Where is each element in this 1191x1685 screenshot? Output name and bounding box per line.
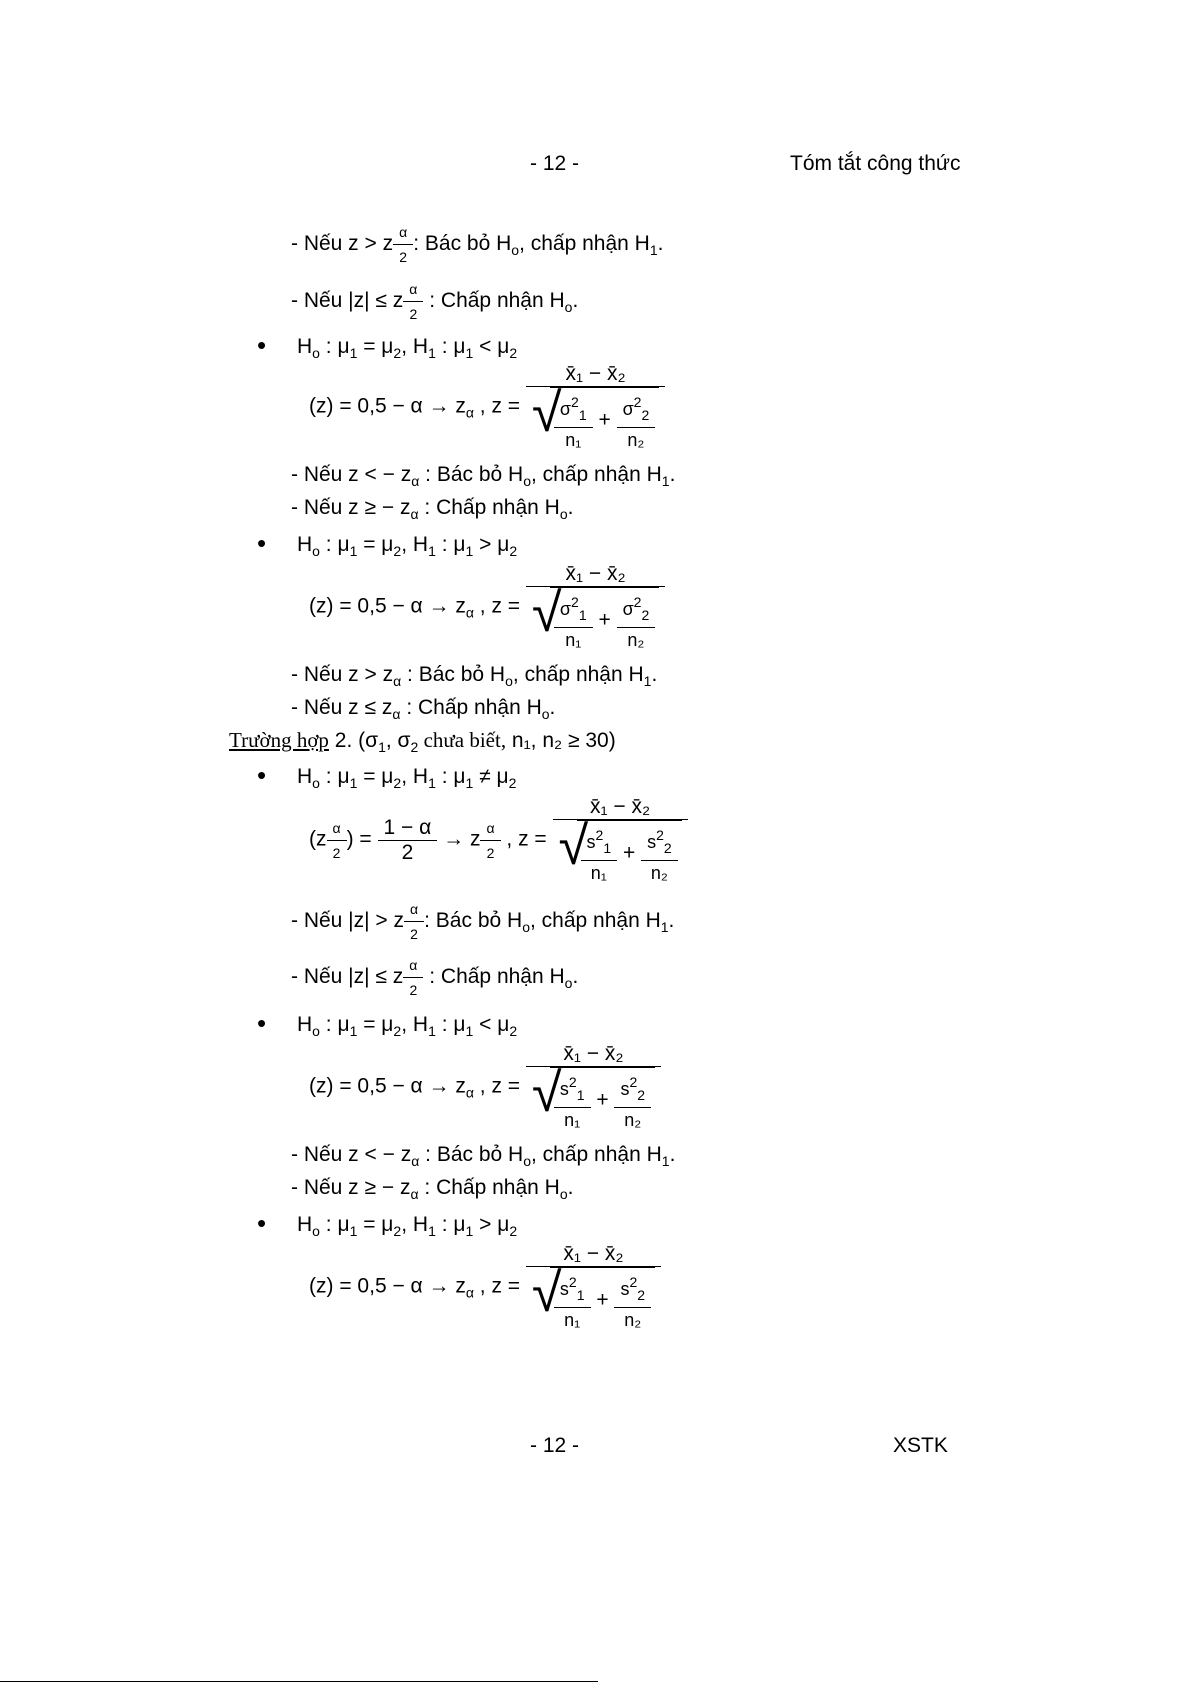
formula-z-sigma-1: $(z) = 0,5 - \alpha \to z_\alpha$ , z = x̄₁ − x̄₂ √ $\frac{\sigma^2_1}{\text{n₁}}$ + $\frac{\sigma^2_2}{\text{n₂}}$	[309, 362, 665, 452]
bullet-icon: •	[257, 330, 267, 360]
rule-reject-two-sided-2: - Nếu |z| > z $\frac{\alpha}{2}$ : Bác bỏ $H_o$, chấp nhận $H_1$.	[291, 897, 674, 946]
bullet-icon: •	[257, 528, 267, 558]
footer-subject: XSTK	[893, 1434, 948, 1457]
rule-reject-right-1: - Nếu $z > z_\alpha$ : Bác bỏ $H_o$, chấp nhận $H_1$.	[291, 663, 658, 689]
rule-accept-right-1: - Nếu $z \le z_\alpha$ : Chấp nhận $H_o$.	[291, 696, 556, 722]
header-title-text: Tóm tắt công thức	[790, 152, 961, 175]
formula-z-s-right: $(z) = 0,5 - \alpha \to z_\alpha$ , z = x̄₁ − x̄₂ √ $\frac{s^2_1}{\text{n₁}}$ + $\frac{s^2_2}{\text{n₂}}$	[309, 1242, 661, 1332]
hypothesis-greater-1: $H_o$ : $\mu_1 = \mu_2$, $H_1$ : $\mu_1 > \mu_2$	[297, 533, 518, 559]
formula-z-s-two-sided: (z $\frac{\alpha}{2}$ ) = $\frac{1 - \alpha}{2}$ → z $\frac{\alpha}{2}$ , z = x̄₁ − x̄₂ √ $\frac{s^2_1}{\text{n₁}}$ + $\frac{s^2_2}{\text{n₂}}$	[309, 795, 688, 885]
hypothesis-greater-2: $H_o$ : $\mu_1 = \mu_2$, $H_1$ : $\mu_1 > \mu_2$	[297, 1213, 518, 1239]
rule-reject-left-2: - Nếu z < − $z_\alpha$ : Bác bỏ $H_o$, chấp nhận $H_1$.	[291, 1143, 676, 1169]
bullet-icon: •	[257, 1208, 267, 1238]
bullet-icon: •	[257, 1008, 267, 1038]
hypothesis-less-2: $H_o$ : $\mu_1 = \mu_2$, $H_1$ : $\mu_1 < \mu_2$	[297, 1013, 518, 1039]
header-title	[790, 152, 960, 176]
rule-accept-left-1: - Nếu z ≥ − $z_\alpha$ : Chấp nhận $H_o$.	[291, 496, 574, 522]
rule-accept-two-sided: - Nếu |z| ≤ z $\frac{\alpha}{2}$ : Chấp nhận $H_o$.	[291, 277, 578, 326]
hypothesis-less-1: $H_o$ : $\mu_1 = \mu_2$, $H_1$ : $\mu_1 < \mu_2$	[297, 335, 518, 361]
case-2-heading: Trường hợp 2. ($\sigma_1$, $\sigma_2$ chưa biết, n₁, n₂ ≥ 30)	[229, 728, 616, 755]
hypothesis-neq-2: $H_o$ : $\mu_1 = \mu_2$, $H_1$ : $\mu_1 \ne \mu_2$	[297, 765, 517, 791]
rule-accept-two-sided-2: - Nếu |z| ≤ z $\frac{\alpha}{2}$ : Chấp nhận $H_o$.	[291, 953, 578, 1002]
footer-page-number: - 12 -	[530, 1434, 580, 1457]
rule-accept-left-2: - Nếu z ≥ − $z_\alpha$ : Chấp nhận $H_o$.	[291, 1176, 574, 1202]
footer-rule	[0, 1681, 598, 1682]
rule-reject-left-1: - Nếu z < − $z_\alpha$ : Bác bỏ $H_o$, chấp nhận $H_1$.	[291, 463, 676, 489]
header-page-number: - 12 -	[530, 152, 580, 175]
bullet-icon: •	[257, 760, 267, 790]
rule-reject-two-sided: - Nếu z > z $\frac{\alpha}{2}$ : Bác bỏ $H_o$, chấp nhận $H_1$.	[291, 220, 663, 269]
formula-z-sigma-2: $(z) = 0,5 - \alpha \to z_\alpha$ , z = x̄₁ − x̄₂ √ $\frac{\sigma^2_1}{\text{n₁}}$ + $\frac{\sigma^2_2}{\text{n₂}}$	[309, 562, 665, 652]
formula-z-s-left: $(z) = 0,5 - \alpha \to z_\alpha$ , z = x̄₁ − x̄₂ √ $\frac{s^2_1}{\text{n₁}}$ + $\frac{s^2_2}{\text{n₂}}$	[309, 1042, 661, 1132]
